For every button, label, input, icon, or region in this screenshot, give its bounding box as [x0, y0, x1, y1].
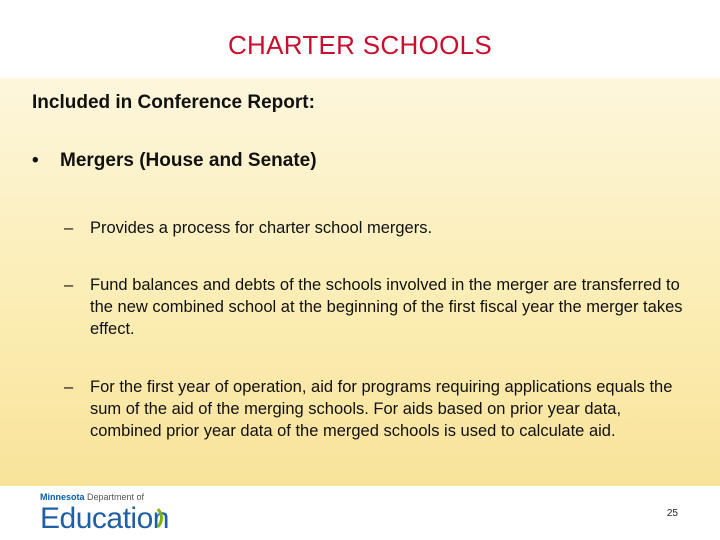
footer [0, 486, 720, 540]
bullet-text: Mergers (House and Senate) [60, 150, 317, 171]
sub-item [64, 217, 694, 239]
logo-wordmark-part: Educati [40, 502, 137, 535]
slide-title: CHARTER SCHOOLS [227, 30, 493, 60]
sub-item-text: Fund balances and debts of the schools involved in the merger are transferred to the new combined school at the beginning of the first fiscal year the merger takes effect. [90, 276, 683, 338]
logo-dept: Department of [84, 492, 145, 502]
logo-state: Minnesota [40, 492, 85, 502]
content-area [0, 78, 720, 486]
sub-item [64, 274, 694, 340]
sub-item [64, 376, 694, 442]
logo-wordmark-part: n [152, 502, 169, 535]
section-heading: Included in Conference Report: [32, 92, 315, 113]
sub-item-text: Provides a process for charter school mergers. [90, 219, 433, 237]
page-number: 25 [666, 508, 678, 519]
logo-swoosh-o [137, 502, 153, 536]
sub-item-text: For the first year of operation, aid for programs requiring applications equals the sum of the aid of the merging schools. For aids based on prior year data, combined prior year data of the merged schools is used to calculate aid. [90, 378, 673, 440]
logo-department-line [40, 492, 169, 502]
sub-item-marker: – [64, 276, 74, 294]
logo-o-letter: o [136, 502, 153, 535]
sub-item-marker: – [64, 219, 74, 237]
bullet-item [32, 150, 317, 172]
mde-logo [40, 492, 169, 536]
sub-item-marker: – [64, 378, 74, 396]
title-band [0, 0, 720, 78]
swoosh-icon [135, 504, 163, 532]
logo-wordmark [40, 502, 169, 536]
bullet-marker: • [32, 150, 39, 171]
